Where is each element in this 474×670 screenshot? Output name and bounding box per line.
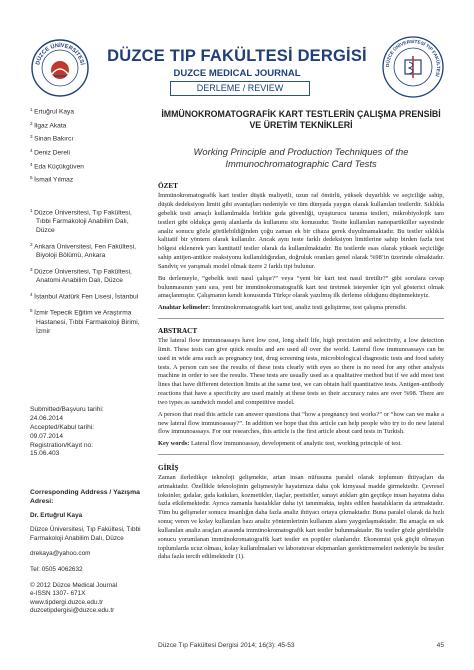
correspondence-name: Dr. Ertuğrul Kaya [30, 512, 83, 520]
affiliation-item [30, 267, 148, 286]
author-item [30, 134, 148, 144]
correspondence-block [30, 488, 148, 616]
abstract-paragraph-1: The lateral flow immunoassays have low cost, long shelf life, high precision and selectivity, a low detection limit. These tests can give quick results and are used all over the world. Lateral flow immunoassays can be used in wide area such as pregnancy test, drug screening tests, microbiological diagnostic tests and food safety tests. A person can see the results of these tests clearly with eyes so there is no need for any other analysis machine in order to see the results. These tests are usually used as a qualitative method but if we add most test lines that have different detection limits at the same test, we can obtain half quantitative tests. Antigen-antibody reactions that have a specificity are used mainly at these tests so their accuracy rates are over %98. There are two types as sandwich model and competitive model. [158, 337, 444, 406]
ozet-paragraph-1: İmmünokromatografik kart testler düşük maliyetli, uzun raf ömürlü, yüksek duyarlılık ve seçiciliğe sahip, düşük dedeksiyon limiti gibi avantajları nedeniyle ve tüm dünyada yaygın olarak kullanılan testlerdir. Sıklıkla gebelik testi amaçlı kullanılmakla birlikte gıda güvenliği, uyuşturucu tarama testleri, mikrobiyolojik tanı testleri gibi oldukça geniş alanlarda da kullanımı söz konusudur. Testte kullanılan nanopartiküller sayesinde analiz sonucu gözle görülebildiğinden çoğu zaman ek bir cihaza gerek duyulmamaktadır. Bu testler sıklıkla kalitatif bir yöntem olarak kullanılır. Ancak aynı teste farklı dedeksiyon limitlerine sahip birden fazla test bölgesi eklenerek yarı kantitatif testler olarak da kullanılmaktadır. Bu testlerde esas olarak yüksek seçiciliğe sahip antijen-antikor reaksiyonu kullanıldığından, doğruluk oranları genel olarak %98’in üzerinde olmaktadır. Sandviç ve yarışmalı model olmak üzere 2 farklı tipi bulunur. [158, 192, 444, 270]
ozet-keywords [158, 304, 444, 313]
ozet-keywords-text: İmmünokromatografik kart test, analiz testi geliştirme, test çalışma prensibi. [211, 304, 407, 312]
section-divider [158, 454, 444, 455]
ozet-paragraph-2: Bu derlemeyle, “gebelik testi nasıl çalışır?” veya “yeni bir kart test nasıl üretilir?” gibi sorulara cevap bulunmasının yanı sıra, yeni bir immünokromatografik kart test üretmek isteyenler için yol gösterici olmak amaçlanmıştır. Çalışmanın kendi konusunda Türkçe olarak yazılmış ilk derleme olduğunu düşünmekteyiz. [158, 274, 444, 300]
author-superscript: 2 [30, 120, 33, 126]
eissn: e-ISSN 1307- 671X [30, 590, 86, 598]
affiliation-item [30, 292, 148, 302]
author-list [30, 107, 148, 186]
ozet-heading: ÖZET [158, 182, 178, 191]
article-type-badge: DERLEME / REVIEW [170, 81, 310, 96]
article-title-turkish: İMMÜNOKROMATOGRAFİK KART TESTLERİN ÇALIŞMA PRENSİBİ VE ÜRETİM TEKNİKLERİ [161, 109, 441, 131]
affiliation-superscript: 5 [30, 308, 33, 314]
affiliation-item [30, 308, 148, 336]
author-superscript: 5 [30, 175, 33, 181]
article-title-english: Working Principle and Production Techniques of the Immunochromatographic Card Tests [193, 145, 409, 170]
author-name: Ertuğrul Kaya [34, 108, 75, 116]
affiliation-item [30, 242, 148, 261]
author-item [30, 148, 148, 158]
faculty-logo-right [382, 36, 444, 98]
affiliation-superscript: 1 [30, 207, 33, 213]
abstract-keywords [158, 440, 444, 449]
affiliation-superscript: 3 [30, 266, 33, 272]
affiliation-text: Ankara Üniversitesi, Fen Fakültesi, Biyoloji Bölümü, Ankara [34, 243, 136, 259]
giris-paragraph-1: Zaman ilerledikçe teknoloji gelişmekte, artan insan nüfusuna paralel olarak toplumun ihtiyaçları da artmaktadır. Özellikle teknolojinin gelişmesiyle hayatımıza daha çok kimyasal madde girmektedir. Çevresel toksinler, gıdalar, gıda katkıları, kozmetikler, ilaçlar, pestisitler, sanayi atıkları gün geçtikçe insan hayatına daha fazla etkilemektedir. Ayrıca zamanla hastalıklar daha iyi tanınmakta, teşhis edilen hastalıkların da artmaktadır. Tüm bu gelişmeler sonucu insanlığın daha fazla analiz ihtiyacı ortaya çıkmaktadır. Buna paralel olarak da hızlı sonuç veren ve kolay kullanılan bazı analiz yöntemlerinin kullanım alanı yaygınlaşmaktadır. Bu amaçla en sık kullanılan analiz araçları arasında immünokromatografik kart testler bulunmaktadır. Bu testler gözle görülebilir sonucu yorumlanan immünokromatografik kart testler en popüler olanlarıdır. Ekonomisi çok güçlü olmayan toplumlarda ucuz olması, kolay kullanılmaları ve laboratuvar ekipmanları gerektirmemeleri nedeniyle bu testler daha fazla tercih edilmektedir (1). [158, 473, 444, 561]
affiliation-list [30, 208, 148, 337]
affiliation-text: Düzce Üniversitesi, Tıp Fakültesi, Tıbbi Farmakoloji Anabilim Dalı, Düzce [34, 209, 132, 234]
author-item [30, 107, 148, 117]
svg-text:DÜZCE ÜNİVERSİTESİ TIP FAKÜLTE: DÜZCE ÜNİVERSİTESİ TIP FAKÜLTESİ [384, 38, 442, 78]
abstract-keywords-label: Key words: [158, 440, 190, 448]
author-name: Deniz Dereli [34, 149, 70, 157]
submitted-label: Submitted/Başvuru tarihi: [30, 406, 104, 413]
svg-text:DÜZCE ÜNİVERSİTESİ: DÜZCE ÜNİVERSİTESİ [35, 42, 85, 66]
abstract-heading: ABSTRACT [158, 327, 198, 336]
author-superscript: 3 [30, 134, 33, 140]
author-item [30, 121, 148, 131]
ozet-keywords-label: Anahtar kelimeler: [158, 304, 211, 312]
author-superscript: 4 [30, 148, 33, 154]
journal-title: DÜZCE TIP FAKÜLTESİ DERGİSİ [107, 47, 367, 65]
page-number: 45 [436, 642, 444, 649]
accepted-date: 09.07.2014 [30, 432, 64, 440]
affiliation-superscript: 4 [30, 292, 33, 298]
abstract-keywords-text: Lateral flow immunoassay, development of analytic test, working principle of test. [191, 440, 402, 448]
correspondence-phone: Tel: 0505 4062632 [30, 565, 83, 573]
abstract-paragraph-2: A person that read this article can answer questions that “how a pregnancy test works?” or “how can we make a new lateral flow immunoassay?”. In addition we hope that this article can help people who try to do new lateral flow immunoassays. For our researches, this article is the first article about card tests in Turkish. [158, 410, 444, 436]
correspondence-email[interactable]: drekaya@yahoo.com [30, 550, 91, 558]
author-name: Sinan Bakırcı [34, 135, 74, 143]
author-superscript: 4 [30, 161, 33, 167]
affiliation-text: Düzce Üniversitesi, Tıp Fakültesi, Anatomi Anabilim Dalı, Düzce [34, 268, 132, 285]
correspondence-address: Düzce Üniversitesi, Tıp Fakültesi, Tıbbi Farmakoloji Anabilim Dalı, Düzce [30, 525, 141, 542]
journal-email-link[interactable]: duzcetipdergisi@duzce.edu.tr [30, 607, 115, 615]
author-name: Ilgaz Akata [34, 122, 67, 130]
author-item [30, 162, 148, 172]
affiliation-text: İstanbul Atatürk Fen Lisesi, İstanbul [34, 293, 139, 301]
university-logo-left [30, 38, 90, 98]
submission-dates [30, 406, 148, 459]
section-divider [158, 318, 444, 319]
accepted-label: Accepted/Kabul tarihi: [30, 423, 95, 431]
journal-subtitle: DUZCE MEDICAL JOURNAL [173, 68, 301, 79]
footer-citation: Düzce Tıp Fakültesi Dergisi 2014; 16(3): 45-53 [158, 642, 295, 649]
correspondence-title: Corresponding Address / Yazışma Adresi: [30, 489, 140, 506]
copyright-notice: © 2012 Düzce Medical Journal [30, 581, 118, 589]
submitted-date: 24.06.2014 [30, 414, 64, 422]
giris-heading: GİRİŞ [158, 463, 179, 472]
article-main [158, 109, 444, 565]
affiliation-superscript: 2 [30, 241, 33, 247]
author-superscript: 1 [30, 107, 33, 112]
affiliation-item [30, 208, 148, 236]
author-sidebar [30, 107, 148, 342]
registration-number: 15.06.403 [30, 450, 60, 458]
author-item [30, 175, 148, 185]
author-name: İsmail Yılmaz [34, 176, 74, 184]
author-name: Eda Küçükgüven [34, 163, 84, 171]
affiliation-text: İzmir Tepecik Eğitim ve Araştırma Hastanesi, Tıbbi Farmakoloji Birimi, İzmir [34, 309, 140, 335]
journal-website-link[interactable]: www.tipdergi.duzce.edu.tr [30, 598, 104, 606]
registration-label: Registration/Kayıt no: [30, 441, 94, 449]
